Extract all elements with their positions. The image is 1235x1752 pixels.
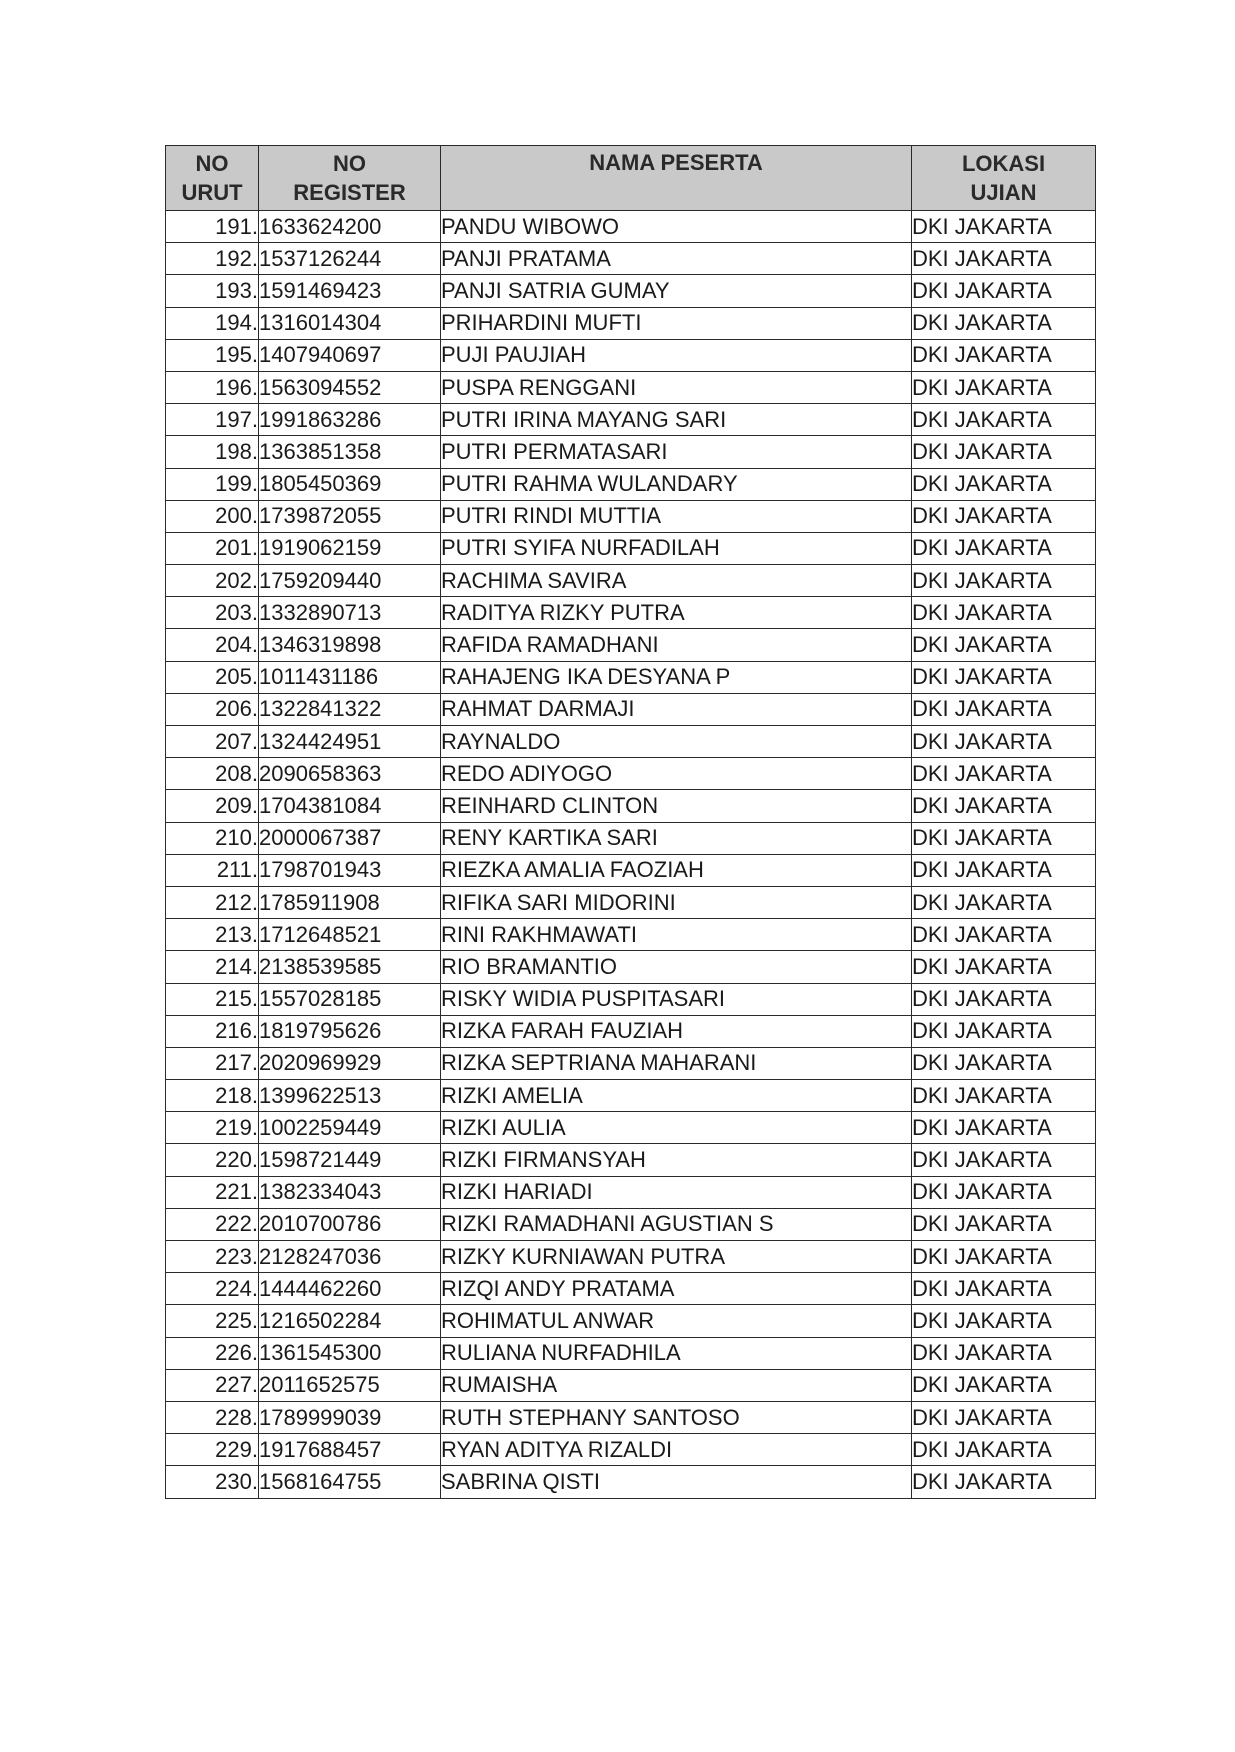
table-row [166,307,1096,339]
cell-no-urut: 219. [166,1112,259,1144]
cell-nama-peserta: REDO ADIYOGO [441,758,912,790]
cell-no-urut: 191. [166,211,259,243]
cell-no-urut: 207. [166,726,259,758]
cell-no-urut: 202. [166,565,259,597]
cell-lokasi-ujian: DKI JAKARTA [912,1401,1096,1433]
cell-no-urut: 228. [166,1401,259,1433]
table-row [166,436,1096,468]
cell-nama-peserta: RAFIDA RAMADHANI [441,629,912,661]
cell-nama-peserta: PUTRI IRINA MAYANG SARI [441,404,912,436]
cell-no-register: 1563094552 [259,371,441,403]
cell-no-register: 1363851358 [259,436,441,468]
table-row [166,854,1096,886]
cell-no-register: 1789999039 [259,1401,441,1433]
cell-lokasi-ujian: DKI JAKARTA [912,629,1096,661]
cell-nama-peserta: PUTRI SYIFA NURFADILAH [441,532,912,564]
cell-lokasi-ujian: DKI JAKARTA [912,1047,1096,1079]
table-row [166,1241,1096,1273]
cell-no-register: 1537126244 [259,243,441,275]
cell-lokasi-ujian: DKI JAKARTA [912,597,1096,629]
cell-no-register: 1917688457 [259,1434,441,1466]
cell-lokasi-ujian: DKI JAKARTA [912,854,1096,886]
table-row [166,468,1096,500]
table-row [166,1337,1096,1369]
cell-no-urut: 230. [166,1466,259,1498]
cell-no-register: 1002259449 [259,1112,441,1144]
table-row [166,532,1096,564]
cell-no-register: 2138539585 [259,951,441,983]
table-row [166,1305,1096,1337]
cell-no-urut: 206. [166,693,259,725]
cell-nama-peserta: PANDU WIBOWO [441,211,912,243]
cell-no-register: 1633624200 [259,211,441,243]
table-row [166,983,1096,1015]
cell-lokasi-ujian: DKI JAKARTA [912,1176,1096,1208]
cell-lokasi-ujian: DKI JAKARTA [912,919,1096,951]
table-row [166,886,1096,918]
cell-lokasi-ujian: DKI JAKARTA [912,468,1096,500]
cell-no-register: 2090658363 [259,758,441,790]
header-no-register: NO REGISTER [259,146,441,211]
cell-no-register: 1011431186 [259,661,441,693]
cell-no-register: 1739872055 [259,500,441,532]
cell-no-register: 1361545300 [259,1337,441,1369]
cell-no-urut: 211. [166,854,259,886]
cell-lokasi-ujian: DKI JAKARTA [912,371,1096,403]
cell-lokasi-ujian: DKI JAKARTA [912,726,1096,758]
cell-no-register: 1598721449 [259,1144,441,1176]
cell-no-register: 1919062159 [259,532,441,564]
cell-no-urut: 225. [166,1305,259,1337]
cell-lokasi-ujian: DKI JAKARTA [912,1273,1096,1305]
cell-no-urut: 197. [166,404,259,436]
cell-no-register: 1805450369 [259,468,441,500]
cell-no-register: 1216502284 [259,1305,441,1337]
cell-nama-peserta: RIFIKA SARI MIDORINI [441,886,912,918]
cell-no-register: 1322841322 [259,693,441,725]
table-row [166,565,1096,597]
cell-no-register: 1759209440 [259,565,441,597]
cell-lokasi-ujian: DKI JAKARTA [912,1208,1096,1240]
cell-nama-peserta: REINHARD CLINTON [441,790,912,822]
cell-lokasi-ujian: DKI JAKARTA [912,822,1096,854]
cell-no-register: 1704381084 [259,790,441,822]
cell-no-urut: 214. [166,951,259,983]
cell-lokasi-ujian: DKI JAKARTA [912,693,1096,725]
header-row [166,146,1096,211]
cell-nama-peserta: RIZKY KURNIAWAN PUTRA [441,1241,912,1273]
cell-no-urut: 220. [166,1144,259,1176]
cell-no-urut: 201. [166,532,259,564]
cell-lokasi-ujian: DKI JAKARTA [912,1466,1096,1498]
cell-no-urut: 226. [166,1337,259,1369]
cell-no-urut: 229. [166,1434,259,1466]
cell-no-urut: 199. [166,468,259,500]
cell-lokasi-ujian: DKI JAKARTA [912,1434,1096,1466]
cell-lokasi-ujian: DKI JAKARTA [912,500,1096,532]
cell-no-register: 1568164755 [259,1466,441,1498]
cell-no-register: 1991863286 [259,404,441,436]
cell-no-urut: 193. [166,275,259,307]
table-row [166,919,1096,951]
table-row [166,726,1096,758]
table-row [166,1144,1096,1176]
cell-no-register: 1346319898 [259,629,441,661]
table-row [166,1080,1096,1112]
table-row [166,500,1096,532]
cell-lokasi-ujian: DKI JAKARTA [912,243,1096,275]
cell-nama-peserta: PUTRI RINDI MUTTIA [441,500,912,532]
cell-nama-peserta: PUTRI RAHMA WULANDARY [441,468,912,500]
cell-no-urut: 200. [166,500,259,532]
cell-no-urut: 203. [166,597,259,629]
cell-no-urut: 210. [166,822,259,854]
cell-lokasi-ujian: DKI JAKARTA [912,1080,1096,1112]
cell-no-urut: 212. [166,886,259,918]
cell-nama-peserta: RYAN ADITYA RIZALDI [441,1434,912,1466]
cell-nama-peserta: ROHIMATUL ANWAR [441,1305,912,1337]
cell-nama-peserta: PUJI PAUJIAH [441,339,912,371]
table-row [166,404,1096,436]
cell-no-register: 1557028185 [259,983,441,1015]
cell-nama-peserta: RIZKI HARIADI [441,1176,912,1208]
cell-no-register: 1819795626 [259,1015,441,1047]
cell-no-urut: 224. [166,1273,259,1305]
cell-lokasi-ujian: DKI JAKARTA [912,1369,1096,1401]
cell-nama-peserta: RAHMAT DARMAJI [441,693,912,725]
cell-nama-peserta: PRIHARDINI MUFTI [441,307,912,339]
header-lokasi-ujian: LOKASI UJIAN [912,146,1096,211]
table-row [166,1466,1096,1498]
cell-no-register: 1712648521 [259,919,441,951]
cell-no-urut: 221. [166,1176,259,1208]
cell-nama-peserta: RULIANA NURFADHILA [441,1337,912,1369]
cell-lokasi-ujian: DKI JAKARTA [912,886,1096,918]
cell-lokasi-ujian: DKI JAKARTA [912,436,1096,468]
table-row [166,1112,1096,1144]
cell-no-register: 1444462260 [259,1273,441,1305]
cell-no-register: 1407940697 [259,339,441,371]
cell-no-urut: 227. [166,1369,259,1401]
cell-no-urut: 217. [166,1047,259,1079]
cell-no-register: 1332890713 [259,597,441,629]
cell-lokasi-ujian: DKI JAKARTA [912,951,1096,983]
cell-lokasi-ujian: DKI JAKARTA [912,758,1096,790]
cell-no-urut: 205. [166,661,259,693]
cell-lokasi-ujian: DKI JAKARTA [912,983,1096,1015]
cell-nama-peserta: RIZKA FARAH FAUZIAH [441,1015,912,1047]
participant-table [165,145,1096,1499]
table-row [166,211,1096,243]
table-row [166,822,1096,854]
table-row [166,951,1096,983]
cell-nama-peserta: RENY KARTIKA SARI [441,822,912,854]
table-row [166,597,1096,629]
cell-nama-peserta: SABRINA QISTI [441,1466,912,1498]
cell-nama-peserta: PUSPA RENGGANI [441,371,912,403]
cell-lokasi-ujian: DKI JAKARTA [912,211,1096,243]
table-row [166,629,1096,661]
cell-no-register: 1382334043 [259,1176,441,1208]
cell-nama-peserta: RIZKI FIRMANSYAH [441,1144,912,1176]
table-row [166,1401,1096,1433]
cell-lokasi-ujian: DKI JAKARTA [912,404,1096,436]
cell-no-register: 2010700786 [259,1208,441,1240]
cell-no-urut: 209. [166,790,259,822]
table-row [166,1434,1096,1466]
cell-nama-peserta: RADITYA RIZKY PUTRA [441,597,912,629]
cell-lokasi-ujian: DKI JAKARTA [912,661,1096,693]
table-row [166,371,1096,403]
cell-nama-peserta: PANJI PRATAMA [441,243,912,275]
cell-no-urut: 192. [166,243,259,275]
header-no-urut: NO URUT [166,146,259,211]
cell-nama-peserta: RUMAISHA [441,1369,912,1401]
table-row [166,693,1096,725]
cell-nama-peserta: RINI RAKHMAWATI [441,919,912,951]
cell-nama-peserta: RAYNALDO [441,726,912,758]
header-nama-peserta: NAMA PESERTA [441,146,912,211]
cell-lokasi-ujian: DKI JAKARTA [912,1337,1096,1369]
cell-lokasi-ujian: DKI JAKARTA [912,1015,1096,1047]
table-row [166,758,1096,790]
cell-nama-peserta: RACHIMA SAVIRA [441,565,912,597]
cell-lokasi-ujian: DKI JAKARTA [912,275,1096,307]
cell-nama-peserta: RAHAJENG IKA DESYANA P [441,661,912,693]
table-row [166,275,1096,307]
cell-no-urut: 216. [166,1015,259,1047]
cell-nama-peserta: RIZKI AULIA [441,1112,912,1144]
table-header [166,146,1096,211]
cell-no-register: 1316014304 [259,307,441,339]
cell-no-register: 1785911908 [259,886,441,918]
cell-lokasi-ujian: DKI JAKARTA [912,1144,1096,1176]
table-row [166,243,1096,275]
cell-nama-peserta: PANJI SATRIA GUMAY [441,275,912,307]
cell-no-register: 1324424951 [259,726,441,758]
cell-lokasi-ujian: DKI JAKARTA [912,790,1096,822]
cell-lokasi-ujian: DKI JAKARTA [912,339,1096,371]
table-row [166,1176,1096,1208]
cell-no-urut: 223. [166,1241,259,1273]
cell-no-register: 1798701943 [259,854,441,886]
cell-lokasi-ujian: DKI JAKARTA [912,565,1096,597]
cell-no-urut: 196. [166,371,259,403]
cell-lokasi-ujian: DKI JAKARTA [912,1305,1096,1337]
cell-no-register: 1591469423 [259,275,441,307]
cell-nama-peserta: RIZQI ANDY PRATAMA [441,1273,912,1305]
cell-no-urut: 215. [166,983,259,1015]
cell-no-register: 2020969929 [259,1047,441,1079]
cell-no-urut: 195. [166,339,259,371]
cell-nama-peserta: RISKY WIDIA PUSPITASARI [441,983,912,1015]
cell-nama-peserta: RIZKI RAMADHANI AGUSTIAN S [441,1208,912,1240]
table-row [166,1015,1096,1047]
cell-no-register: 2000067387 [259,822,441,854]
table-row [166,661,1096,693]
cell-no-register: 2011652575 [259,1369,441,1401]
cell-nama-peserta: RUTH STEPHANY SANTOSO [441,1401,912,1433]
cell-nama-peserta: RIZKA SEPTRIANA MAHARANI [441,1047,912,1079]
cell-nama-peserta: RIZKI AMELIA [441,1080,912,1112]
cell-no-urut: 198. [166,436,259,468]
cell-nama-peserta: RIO BRAMANTIO [441,951,912,983]
cell-no-urut: 204. [166,629,259,661]
cell-no-urut: 194. [166,307,259,339]
table-row [166,790,1096,822]
cell-nama-peserta: PUTRI PERMATASARI [441,436,912,468]
table-row [166,339,1096,371]
cell-nama-peserta: RIEZKA AMALIA FAOZIAH [441,854,912,886]
cell-no-urut: 213. [166,919,259,951]
table-row [166,1208,1096,1240]
cell-lokasi-ujian: DKI JAKARTA [912,307,1096,339]
cell-lokasi-ujian: DKI JAKARTA [912,1112,1096,1144]
cell-no-urut: 208. [166,758,259,790]
cell-no-urut: 218. [166,1080,259,1112]
table-row [166,1369,1096,1401]
cell-lokasi-ujian: DKI JAKARTA [912,1241,1096,1273]
cell-no-register: 1399622513 [259,1080,441,1112]
cell-no-urut: 222. [166,1208,259,1240]
table-body [166,211,1096,1499]
table-row [166,1273,1096,1305]
cell-no-register: 2128247036 [259,1241,441,1273]
table-row [166,1047,1096,1079]
cell-lokasi-ujian: DKI JAKARTA [912,532,1096,564]
